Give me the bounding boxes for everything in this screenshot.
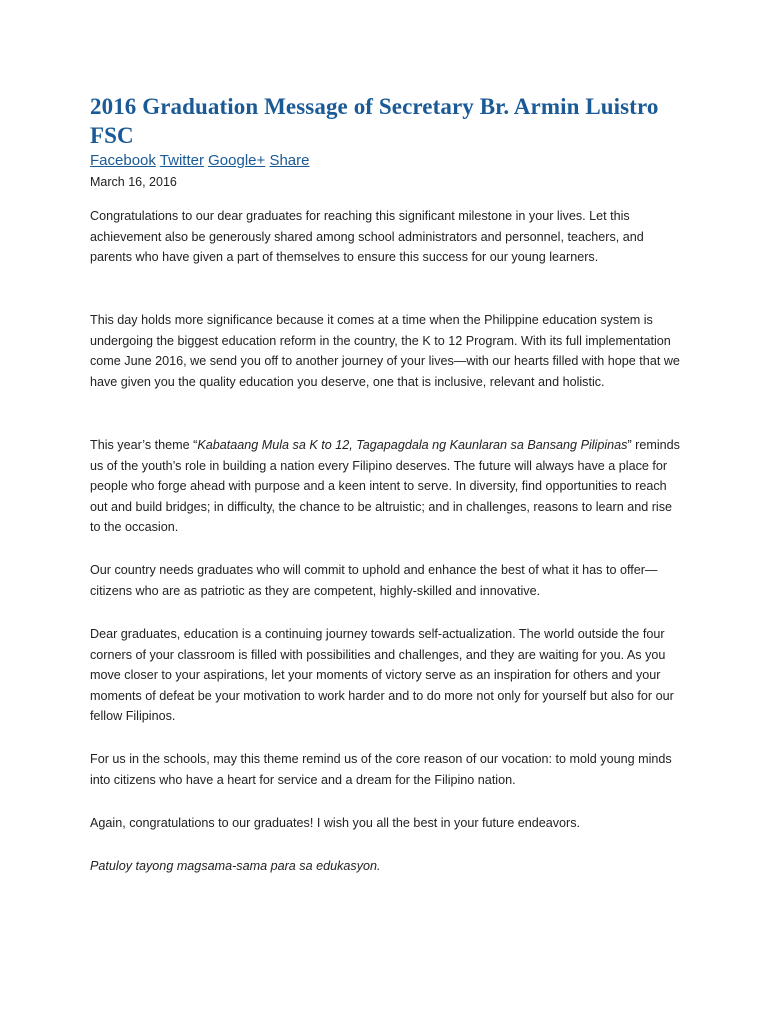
theme-intro: This year’s theme “ bbox=[90, 438, 198, 452]
facebook-link[interactable]: Facebook bbox=[90, 152, 156, 169]
theme-rest: ” reminds us of the youth’s role in building a nation every Filipino deserves. The future will always have a place for people who forge ahead with purpose and a keen intent to serve. In diversity, find opportunities to reach out and build bridges; in difficulty, the chance to be altruistic; and in challenges, reasons to learn and rise to the occasion. bbox=[90, 438, 680, 534]
paragraph-7: Again, congratulations to our graduates! I wish you all the best in your future endeavors. bbox=[90, 816, 581, 830]
article-date: March 16, 2016 bbox=[90, 175, 177, 189]
theme-title: Kabataang Mula sa K to 12, Tagapagdala ng Kaunlaran sa Bansang Pilipinas bbox=[197, 438, 628, 452]
share-links bbox=[90, 151, 690, 171]
twitter-link[interactable]: Twitter bbox=[159, 152, 204, 169]
paragraph-1: Congratulations to our dear graduates for reaching this significant milestone in your lives. Let this achievement also be generously shared among school administrators and personnel, teachers, and parents who have given a part of themselves to ensure this success for our young learners. bbox=[90, 209, 644, 264]
google-plus-link[interactable]: Google+ bbox=[208, 152, 266, 169]
paragraph-2: This day holds more significance because it comes at a time when the Philippine education system is undergoing the biggest education reform in the country, the K to 12 Program. With its full implementation come June 2016, we send you off to another journey of your lives—with our hearts filled with hope that we have given you the quality education you deserve, one that is inclusive, relevant and holistic. bbox=[90, 313, 680, 389]
paragraph-6: For us in the schools, may this theme remind us of the core reason of our vocation: to mold young minds into citizens who have a heart for service and a dream for the Filipino nation. bbox=[90, 752, 672, 787]
paragraph-5: Dear graduates, education is a continuing journey towards self-actualization. The world outside the four corners of your classroom is filled with possibilities and challenges, and they are waiting for you. As you move closer to your aspirations, let your moments of victory serve as an inspiration for others and your moments of defeat be your motivation to work harder and to do more not only for yourself but also for our fellow Filipinos. bbox=[90, 627, 674, 723]
article-container bbox=[90, 92, 690, 873]
article-title: 2016 Graduation Message of Secretary Br. Armin Luistro FSC bbox=[90, 94, 659, 148]
paragraph-3 bbox=[90, 435, 682, 538]
share-link[interactable]: Share bbox=[269, 152, 310, 169]
closing-line: Patuloy tayong magsama-sama para sa edukasyon. bbox=[90, 859, 381, 873]
paragraph-4: Our country needs graduates who will commit to uphold and enhance the best of what it has to offer—citizens who are as patriotic as they are competent, highly-skilled and innovative. bbox=[90, 563, 658, 598]
paragraph-8 bbox=[90, 856, 682, 877]
